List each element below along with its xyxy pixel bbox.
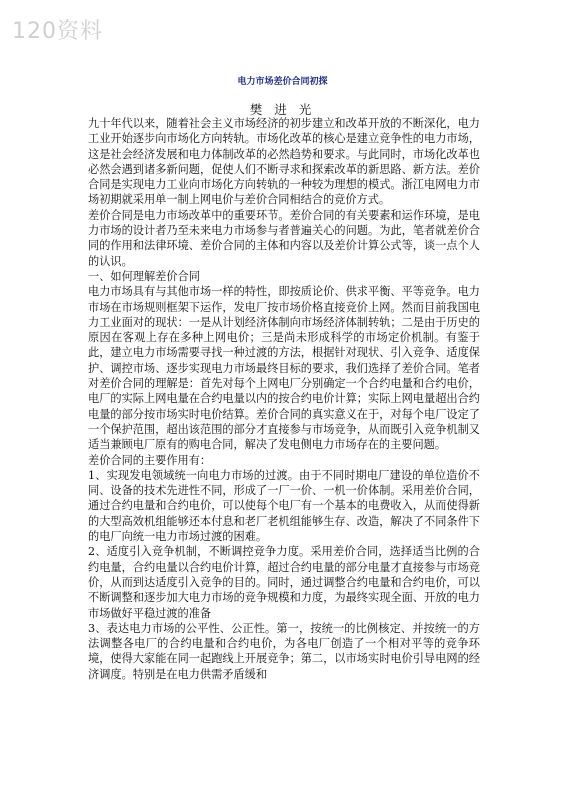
paragraph-context: 差价合同是电力市场改革中的重要环节。差价合同的有关要素和运作环境，是电力市场的设计者乃至未来电力市场参与者普遍关心的问题。为此，笔者就差价合同的作用和法律环境、差价合同的主体和内容以及差价计算公式等，谈一点个人的认识。 — [88, 208, 480, 268]
paragraph-roles-heading: 差价合同的主要作用有： — [88, 453, 212, 467]
document-title: 电力市场差价合同初探 — [237, 77, 328, 87]
document-author: 樊 进 光 — [249, 102, 316, 117]
paragraph-role-3: 3、表达电力市场的公平性、公正性。第一，按统一的比例核定、并按统一的方法调整各电厂的合约电量和合约电价，为各电厂创造了一个相对平等的竞争环境，使得大家能在同一起跑线上开展竞争；第二，以市场实时电价引导电网的经济调度。特别是在电力供需矛盾缓和 — [88, 621, 480, 681]
document-body — [88, 116, 480, 682]
watermark-logo: 120资料 — [12, 19, 103, 44]
paragraph-role-1: 1、实现发电领域统一向电力市场的过渡。由于不同时期电厂建设的单位造价不同、设备的技术先进性不同，形成了一厂一价、一机一价体制。采用差价合同，通过合约电量和合约电价，可以使每个电厂有一个基本的电费收入，从而使得新的大型高效机组能够还本付息和老厂老机组能够生存、改造，解决了不同条件下的电厂向统一电力市场过渡的困难。 — [88, 468, 480, 544]
section-heading-1: 一、如何理解差价合同 — [88, 269, 200, 283]
paragraph-role-2: 2、适度引入竞争机制，不断调控竞争力度。采用差价合同，选择适当比例的合约电量，合约电量以合约电价计算，超过合约电量的部分电量才直接参与市场竞价，从而到达适度引入竞争的目的。同时，通过调整合约电量和合约电价，可以不断调整和逐步加大电力市场的竞争规模和力度，为最终实现全面、开放的电力市场做好平稳过渡的准备 — [88, 545, 480, 620]
paragraph-understanding: 电力市场具有与其他市场一样的特性，即按质论价、供求平衡、平等竞争。电力市场在市场规则框架下运作，发电厂按市场价格直接竞价上网。然而目前我国电力工业面对的现状：一是从计划经济体制向市场经济体制转轨；二是由于历史的原因在客观上存在多种上网电价；三是尚未形成科学的市场定价机制。有鉴于此，建立电力市场需要寻找一种过渡的方法，根据针对现状、引入竞争、适度保护、调控市场、逐步实现电力市场最终目标的要求，我们选择了差价合同。笔者对差价合同的理解是：首先对每个上网电厂分别确定一个合约电量和合约电价，电厂的实际上网电量在合约电量以内的按合约电价计算；实际上网电量超出合约电量的部分按市场实时电价结算。差价合同的真实意义在于，对每个电厂设定了一个保护范围，超出该范围的部分才直接参与市场竞争，从而既引入竞争机制又适当兼顾电厂原有的购电合同，解决了发电侧电力市场存在的主要问题。 — [88, 285, 480, 452]
paragraph-intro: 九十年代以来，随着社会主义市场经济的初步建立和改革开放的不断深化，电力工业开始逐步向市场化方向转轨。市场化改革的核心是建立竞争性的电力市场，这是社会经济发展和电力体制改革的必然趋势和要求。与此同时，市场化改革也必然会遇到诸多新问题，促使人们不断寻求和探索改革的新思路、新方法。差价合同是实现电力工业向市场化方向转轨的一种较为理想的模式。浙江电网电力市场初期就采用单一制上网电价与差价合同相结合的竞价方式。 — [88, 117, 480, 207]
